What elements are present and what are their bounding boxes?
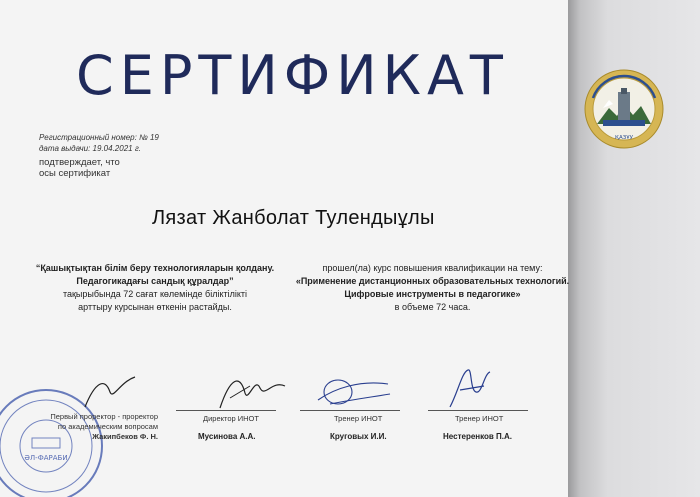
director-name: Мусинова А.А. xyxy=(198,432,256,441)
trainer1-title: Тренер ИНОТ xyxy=(334,414,383,423)
course-description-ru xyxy=(290,262,575,314)
confirms-line-ru: подтверждает, что xyxy=(39,157,120,168)
director-signature xyxy=(210,368,290,416)
course-description-kz xyxy=(30,262,280,314)
course-kz-line2: Педагогикадағы сандық құралдар” xyxy=(76,276,234,286)
course-kz-line3: тақырыбында 72 сағат көлемінде біліктілікті xyxy=(62,289,248,299)
prorector-block xyxy=(48,412,158,442)
prorector-name: Жакипбеков Ф. Н. xyxy=(92,432,158,441)
registration-number: Регистрационный номер: № 19 xyxy=(39,133,159,142)
trainer2-signature xyxy=(440,362,500,414)
issue-date: дата выдачи: 19.04.2021 г. xyxy=(39,144,141,153)
stamp-text: ӘЛ-ФАРАБИ xyxy=(24,454,68,462)
trainer2-title: Тренер ИНОТ xyxy=(455,414,504,423)
trainer1-signature-line xyxy=(300,410,400,411)
trainer1-name: Круговых И.И. xyxy=(330,432,387,441)
recipient-name: Лязат Жанболат Тулендыұлы xyxy=(152,207,435,229)
trainer1-signature xyxy=(310,370,394,414)
course-ru-line2: «Применение дистанционных образовательных технологий. xyxy=(295,276,570,286)
confirms-line-kz: осы сертификат xyxy=(39,168,111,179)
registration-info xyxy=(39,132,159,154)
director-title: Директор ИНОТ xyxy=(203,414,259,423)
confirms-text xyxy=(39,157,120,179)
prorector-title1: Первый проректор - проректор xyxy=(50,412,158,421)
director-signature-line xyxy=(176,410,276,411)
trainer2-signature-line xyxy=(428,410,528,411)
trainer2-name: Нестеренков П.А. xyxy=(443,432,513,441)
course-ru-line3: Цифровые инструменты в педагогике» xyxy=(344,289,521,299)
prorector-signature xyxy=(80,372,140,412)
page-title: СЕРТИФИКАТ xyxy=(76,44,509,107)
course-kz-line1: “Қашықтықтан білім беру технологияларын қолдану. xyxy=(35,263,275,273)
course-ru-line4: в объеме 72 часа. xyxy=(394,302,471,312)
university-logo xyxy=(583,68,665,150)
logo-abbr: ҚАЗҰУ xyxy=(615,135,633,141)
course-kz-line4: арттыру курсынан өткенін растайды. xyxy=(78,302,232,312)
prorector-title2: по академическим вопросам xyxy=(57,422,158,431)
course-ru-line1: прошел(ла) курс повышения квалификации на тему: xyxy=(322,263,543,273)
